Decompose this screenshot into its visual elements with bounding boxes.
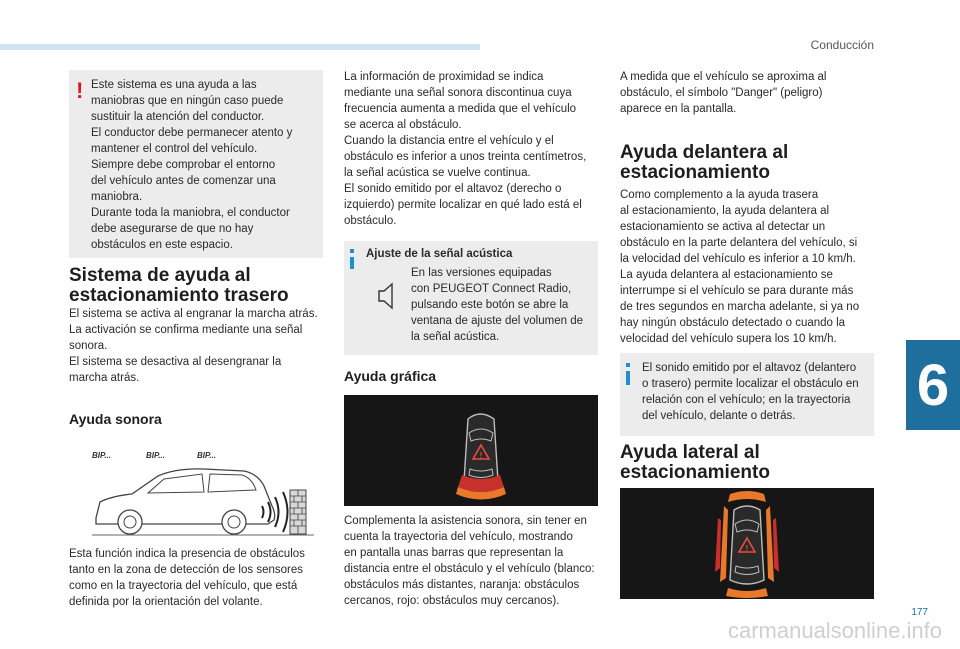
warning-box <box>69 70 323 258</box>
header-accent-bar <box>0 44 480 50</box>
front-assist-title: Ayuda delantera al estacionamiento <box>620 142 789 183</box>
warning-exclamation-icon: ! <box>76 78 84 103</box>
bip-label: BIP... <box>146 451 165 460</box>
danger-body: A medida que el vehículo se aproxima al obstáculo, el símbolo "Danger" (peligro) aparece en la pantalla. <box>620 71 827 115</box>
wall-icon <box>290 490 306 534</box>
signal-adjust-title: Ajuste de la señal acústica <box>366 248 513 260</box>
warning-text: Este sistema es una ayuda a las maniobras que en ningún caso puede sustituir la atención del conductor. El conductor debe permanecer atento y mantener el control del vehículo. Siempre debe comprobar el entorno del vehículo antes de comenzar una maniobra. Durante toda la maniobra, el conductor debe asegurarse de que no hay obstáculos en este espacio. <box>91 79 293 251</box>
car-top-view-icon <box>620 488 874 599</box>
rear-assist-title: Sistema de ayuda al estacionamiento trasero <box>69 265 289 306</box>
rear-assist-body: El sistema se activa al engranar la marcha atrás. La activación se confirma mediante una señal sonora. El sistema se desactiva al desengranar la marcha atrás. <box>69 308 318 384</box>
audible-body: Esta función indica la presencia de obstáculos tanto en la zona de detección de los sensores como en la trayectoria del vehículo, que está definida por la orientación del volante. <box>69 548 305 608</box>
svg-text:!: ! <box>479 451 483 460</box>
svg-text:!: ! <box>745 544 749 553</box>
watermark: carmanualsonline.info <box>727 618 942 643</box>
bip-label: BIP... <box>92 451 111 460</box>
car-top-view-icon <box>344 395 598 506</box>
graphic-display-image <box>344 395 598 506</box>
speaker-button-icon <box>376 281 398 311</box>
front-assist-body: Como complemento a la ayuda trasera al estacionamiento, la ayuda delantera al estacionamiento se activa al detectar un obstáculo en la parte delantera del vehículo, si la velocidad del vehículo es inferior a 10 km/h. La ayuda delantera al estacionamiento se interrumpe si el vehículo se para durante más de tres segundos en marcha adelante, si ya no hay ningún obstáculo detectado o cuando la velocidad del vehículo supera los 10 km/h. <box>620 189 860 345</box>
bip-label: BIP... <box>197 451 216 460</box>
side-assist-title: Ayuda lateral al estacionamiento <box>620 442 770 483</box>
section-title: Conducción <box>810 38 874 52</box>
graphic-title: Ayuda gráfica <box>344 368 437 384</box>
chapter-tab: 6 <box>906 340 960 430</box>
side-display-image <box>620 488 874 599</box>
info-bar-icon <box>626 371 630 385</box>
proximity-body: La información de proximidad se indica mediante una señal sonora discontinua cuya frecuencia aumenta a medida que el vehículo se acerca al obstáculo. Cuando la distancia entre el vehículo y el obstáculo es inferior a unos treinta centímetros, la señal acústica se vuelve continua. El sonido emitido por el altavoz (derecho o izquierdo) permite localizar en qué lado está el obstáculo. <box>344 71 587 227</box>
page-number: 177 <box>911 607 928 618</box>
signal-adjust-body: En las versiones equipadas con PEUGEOT Connect Radio, pulsando este botón se abre la ventana de ajuste del volumen de la señal acústica. <box>411 267 583 343</box>
speaker-info-body: El sonido emitido por el altavoz (delantero o trasero) permite localizar el obstáculo en relación con el vehículo; en la trayectoria del vehículo, delante o detrás. <box>642 362 859 422</box>
graphic-body: Complementa la asistencia sonora, sin tener en cuenta la trayectoria del vehículo, mostrando en pantalla unas barras que representan la distancia entre el obstáculo y el vehículo (blanco: obstáculos más distantes, naranja: obstáculos cercanos, rojo: obstáculos muy cercanos). <box>344 515 595 607</box>
car-side-icon <box>92 462 314 542</box>
signal-adjust-box <box>344 241 598 355</box>
audible-title: Ayuda sonora <box>69 411 162 427</box>
speaker-info-box <box>620 353 874 436</box>
info-bar-icon <box>350 257 354 269</box>
